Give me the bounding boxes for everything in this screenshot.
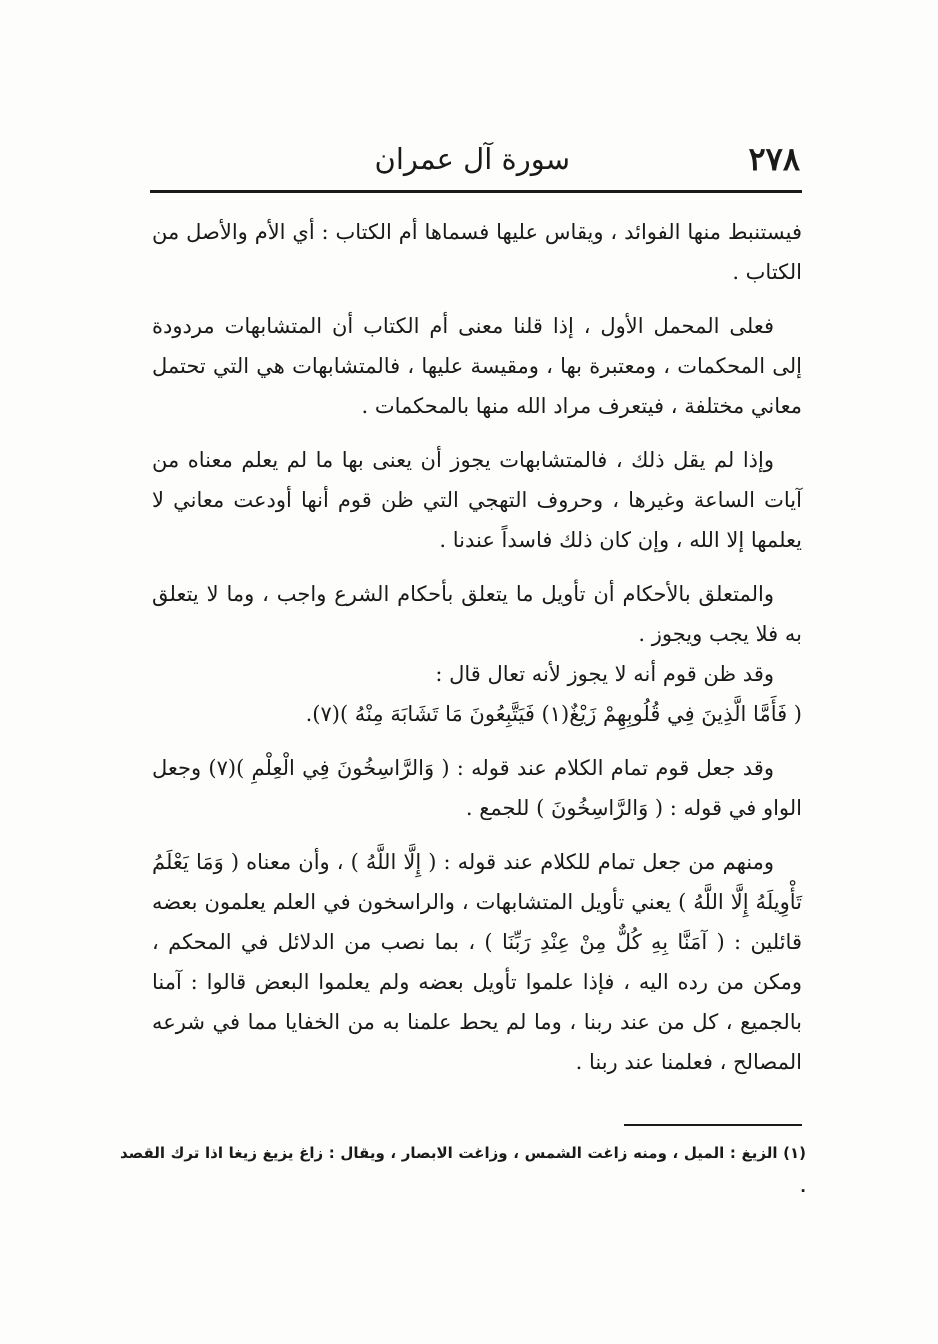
footnote: (١) الزيغ : الميل ، ومنه زاغت الشمس ، وزاغت الابصار ، ويقال : زاغ يزيغ زيغا اذا ترك القصد .: [120, 1144, 806, 1196]
body-text: [152, 212, 802, 1082]
paragraph: ومنهم من جعل تمام للكلام عند قوله : ( إِلَّا اللَّهُ ) ، وأن معناه ( وَمَا يَعْلَمُ تَأْوِيلَهُ إِلَّا اللَّهُ ) يعني تأويل المتشابهات ، والراسخون في العلم يعلمون بعضه قائلين : ( آمَنَّا بِهِ كُلٌّ مِنْ عِنْدِ رَبِّنَا ) ، بما نصب من الدلائل في المحكم ، ومكن من رده اليه ، فإذا علموا تأويل بعضه ولم يعلموا البعض قالوا : آمنا بالجميع ، كل من عند ربنا ، وما لم يحط علمنا به من الخفايا مما في شرعه المصالح ، فعلمنا عند ربنا .: [152, 850, 802, 1074]
paragraph: فيستنبط منها الفوائد ، ويقاس عليها فسماها أم الكتاب : أي الأم والأصل من الكتاب .: [152, 220, 802, 284]
paragraph: وقد ظن قوم أنه لا يجوز لأنه تعال قال :: [435, 662, 774, 686]
running-title: سورة آل عمران: [374, 142, 570, 176]
paragraph: وإذا لم يقل ذلك ، فالمتشابهات يجوز أن يعنى بها ما لم يعلم معناه من آيات الساعة وغيرها ، وحروف التهجي التي ظن قوم أنها أودعت معاني لا يعلمها إلا الله ، وإن كان ذلك فاسداً عندنا .: [152, 448, 802, 552]
header-rule: [150, 190, 802, 193]
quran-quote: ( فَأَمَّا الَّذِينَ فِي قُلُوبِهِمْ زَيْغٌ(١) فَيَتَّبِعُونَ مَا تَشَابَهَ مِنْهُ )(٧).: [305, 702, 802, 726]
footnotes: [120, 1136, 806, 1204]
page-number: ٢٧٨: [748, 140, 800, 178]
page-header: [150, 136, 800, 182]
footnote-rule: [624, 1124, 802, 1126]
paragraph: والمتعلق بالأحكام أن تأويل ما يتعلق بأحكام الشرع واجب ، وما لا يتعلق به فلا يجب ويجوز .: [152, 582, 802, 646]
paragraph: وقد جعل قوم تمام الكلام عند قوله : ( وَالرَّاسِخُونَ فِي الْعِلْمِ )(٧) وجعل الواو في قوله : ( وَالرَّاسِخُونَ ) للجمع .: [152, 756, 802, 820]
paragraph: فعلى المحمل الأول ، إذا قلنا معنى أم الكتاب أن المتشابهات مردودة إلى المحكمات ، ومعتبرة بها ، ومقيسة عليها ، فالمتشابهات هي التي تحتمل معاني مختلفة ، فيتعرف مراد الله منها بالمحكمات .: [152, 314, 802, 418]
